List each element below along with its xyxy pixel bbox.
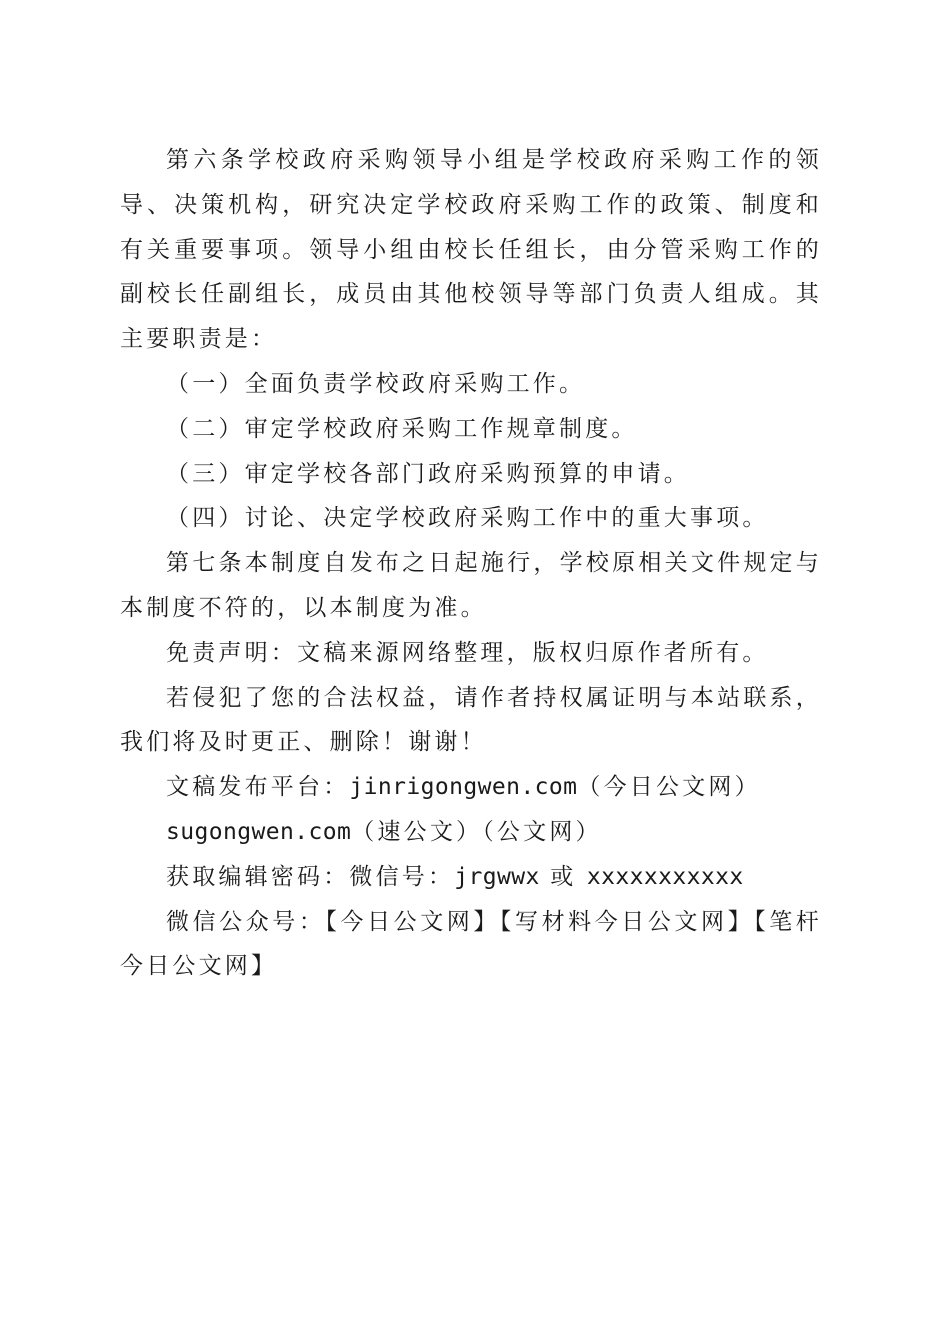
document-body bbox=[120, 138, 822, 989]
platform-line-2 bbox=[120, 810, 822, 855]
platform-line-1 bbox=[120, 765, 822, 810]
password-label: 获取编辑密码：微信号： bbox=[166, 863, 455, 890]
infringement-notice-paragraph: 若侵犯了您的合法权益，请作者持权属证明与本站联系，我们将及时更正、删除！谢谢！ bbox=[120, 684, 822, 756]
password-or: 或 bbox=[539, 863, 587, 890]
article-6-paragraph: 第六条学校政府采购领导小组是学校政府采购工作的领导、决策机构，研究决定学校政府采购工作的政策、制度和有关重要事项。领导小组由校长任组长，由分管采购工作的副校长任副组长，成员由其他校领导等部门负责人组成。其主要职责是： bbox=[120, 147, 822, 353]
duty-item-2: （二）审定学校政府采购工作规章制度。 bbox=[166, 415, 638, 442]
duty-item-3: （三）审定学校各部门政府采购预算的申请。 bbox=[166, 460, 690, 487]
platform-site-1-note: （今日公文网） bbox=[577, 774, 761, 801]
platform-site-2-note: （速公文）（公文网） bbox=[351, 818, 602, 845]
duty-item-4: （四）讨论、决定学校政府采购工作中的重大事项。 bbox=[166, 505, 769, 532]
alt-wechat-id: xxxxxxxxxxx bbox=[586, 863, 744, 890]
password-line bbox=[120, 855, 822, 900]
wechat-id: jrgwwx bbox=[454, 863, 540, 890]
article-7-paragraph: 第七条本制度自发布之日起施行，学校原相关文件规定与本制度不符的，以本制度为准。 bbox=[120, 550, 822, 621]
disclaimer-paragraph: 免责声明：文稿来源网络整理，版权归原作者所有。 bbox=[166, 639, 769, 666]
official-accounts-paragraph: 微信公众号：【今日公文网】【写材料今日公文网】【笔杆今日公文网】 bbox=[120, 908, 822, 980]
platform-site-1: jinrigongwen.com bbox=[349, 774, 578, 801]
platform-label: 文稿发布平台： bbox=[166, 774, 350, 801]
duty-item-1: （一）全面负责学校政府采购工作。 bbox=[166, 370, 586, 397]
platform-site-2: sugongwen.com bbox=[166, 818, 352, 845]
